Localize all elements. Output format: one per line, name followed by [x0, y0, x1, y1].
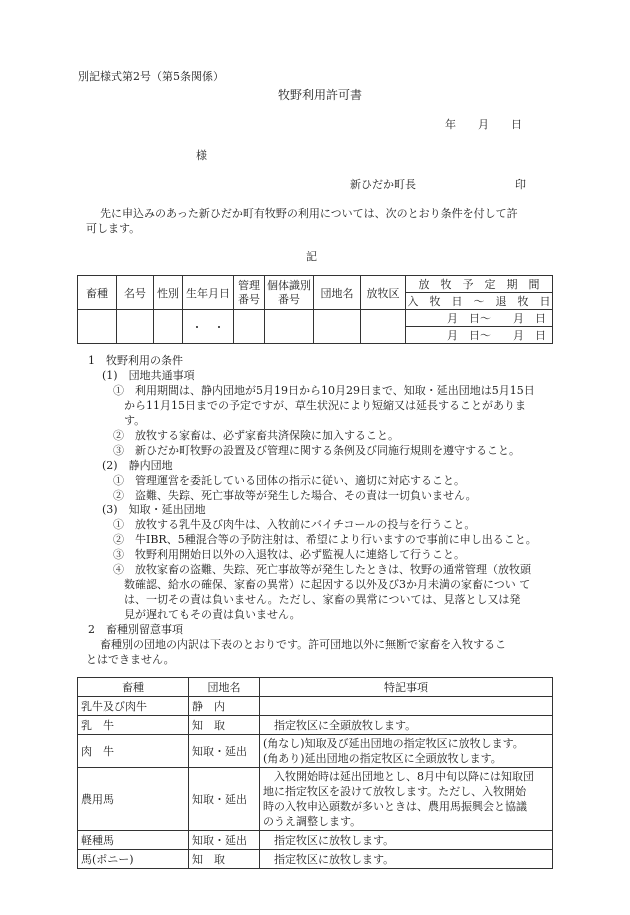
recipient-honorific: 様	[196, 149, 207, 162]
t2-note-line: 時の入牧申込頭数が多いときは、農用馬振興会と協議	[263, 800, 527, 813]
t2-kind: 農用馬	[78, 768, 189, 831]
livestock-table	[77, 275, 553, 344]
t2-header-area: 団地名	[189, 678, 260, 697]
header-dob: 生年月日	[183, 276, 234, 310]
t2-kind: 乳牛及び肉牛	[78, 697, 189, 716]
t2-notes: 指定牧区に放牧します。	[260, 850, 553, 869]
header-kind: 畜種	[78, 276, 117, 310]
t2-area: 静 内	[189, 697, 260, 716]
t2-area: 知取・延出	[189, 831, 260, 850]
header-sex: 性別	[154, 276, 183, 310]
cell-id-no	[265, 310, 314, 344]
cell-name	[117, 310, 154, 344]
cond-8: ① 管理運営を委託している団体の指示に従い、適切に対応すること。	[113, 474, 465, 487]
t2-notes	[260, 697, 553, 716]
t2-note-line: (角なし)知取及び延出団地の指定牧区に放牧します。	[263, 737, 524, 750]
cell-period-2: 月 日～ 月 日	[406, 327, 553, 344]
cond-19: 畜種別の団地の内訳は下表のとおりです。許可団地以外に無断で家畜を入牧するこ	[100, 638, 507, 651]
cond-9: ② 盗難、失踪、死亡事故等が発生した場合、その責は一切負いません。	[113, 489, 477, 502]
cond-5: ② 放牧する家畜は、必ず家畜共済保険に加入すること。	[113, 429, 399, 442]
header-name: 名号	[117, 276, 154, 310]
t2-kind: 乳 牛	[78, 716, 189, 735]
cond-14: ④ 放牧家畜の盗難、失踪、死亡事故等が発生したときは、牧野の通常管理（放牧頭	[113, 563, 531, 576]
cond-3: から11月15日までの予定ですが、草生状況により短縮又は延長することがありま	[124, 399, 526, 412]
cond-15: 数確認、給水の確保、家畜の異常）に起因する以外及び3か月未満の家畜につい て	[124, 578, 531, 591]
header-pasture: 放牧区	[361, 276, 406, 310]
cond-16: は、一切その責は負いません。ただし、家畜の異常については、見落とし又は発	[124, 593, 521, 606]
issuer-name: 新ひだか町長	[350, 178, 416, 191]
intro-line-1: 先に申込みのあった新ひだか町有牧野の利用については、次のとおり条件を付して許	[100, 207, 518, 220]
t2-area: 知取・延出	[189, 768, 260, 831]
t2-area: 知 取	[189, 716, 260, 735]
cond-20: とはできません。	[86, 653, 175, 666]
cell-kind	[78, 310, 117, 344]
t2-note-line: 地に指定牧区を設けて放牧します。ただし、入牧開始	[263, 785, 527, 798]
header-period: 放 牧 予 定 期 間	[406, 276, 553, 293]
t2-notes	[260, 735, 553, 768]
ki-label: 記	[306, 250, 317, 263]
cond-11: ① 放牧する乳牛及び肉牛は、入牧前にバイチコールの投与を行うこと。	[113, 518, 476, 531]
t2-area: 知 取	[189, 850, 260, 869]
t2-notes: 指定牧区に放牧します。	[260, 831, 553, 850]
cond-13: ③ 牧野利用開始日以外の入退牧は、必ず監視人に連絡して行うこと。	[113, 548, 465, 561]
intro-line-2: 可します。	[86, 222, 141, 235]
t2-header-kind: 畜種	[78, 678, 189, 697]
t2-kind: 肉 牛	[78, 735, 189, 768]
cond-4: す。	[124, 414, 146, 427]
document-title: 牧野利用許可書	[278, 88, 363, 102]
cond-10: (3) 知取・延出団地	[102, 503, 206, 516]
cell-sex	[154, 310, 183, 344]
cell-area	[314, 310, 361, 344]
cell-dob: ・ ・	[183, 310, 234, 344]
cond-0: 1 牧野利用の条件	[88, 354, 183, 367]
form-number: 別記様式第2号（第5条関係）	[78, 70, 224, 83]
issue-date: 年 月 日	[445, 118, 522, 131]
header-mgmt-no: 管理番号	[234, 276, 265, 310]
cond-7: (2) 静内団地	[102, 459, 173, 472]
cond-1: (1) 団地共通事項	[102, 369, 195, 382]
header-period-sub: 入 牧 日 ～ 退 牧 日	[406, 293, 553, 310]
t2-notes	[260, 768, 553, 831]
t2-kind: 馬(ポニー)	[78, 850, 189, 869]
t2-kind: 軽種馬	[78, 831, 189, 850]
t2-note-line: 入牧開始時は延出団地とし、8月中旬以降には知取団	[263, 770, 534, 783]
cell-period-1: 月 日～ 月 日	[406, 310, 553, 327]
header-area: 団地名	[314, 276, 361, 310]
t2-area: 知取・延出	[189, 735, 260, 768]
cond-17: 見が遅れてもその責は負いません。	[124, 608, 301, 621]
t2-note-line: のうえ調整します。	[263, 815, 362, 828]
cond-12: ② 牛IBR、5種混合等の予防注射は、希望により行いますので事前に申し出ること。	[113, 533, 537, 546]
t2-note-line: (角あり)延出団地の指定牧区に全頭放牧します。	[263, 752, 502, 765]
t2-header-notes: 特記事項	[260, 678, 553, 697]
cond-18: 2 畜種別留意事項	[88, 623, 183, 636]
t2-notes: 指定牧区に全頭放牧します。	[260, 716, 553, 735]
cond-2: ① 利用期間は、静内団地が5月19日から10月29日まで、知取・延出団地は5月15日	[113, 384, 535, 397]
cell-mgmt-no	[234, 310, 265, 344]
cell-pasture	[361, 310, 406, 344]
header-id-no: 個体識別番号	[265, 276, 314, 310]
livestock-notes-table	[77, 677, 553, 869]
cond-6: ③ 新ひだか町牧野の設置及び管理に関する条例及び同施行規則を遵守すること。	[113, 444, 520, 457]
seal-mark: 印	[515, 178, 526, 191]
